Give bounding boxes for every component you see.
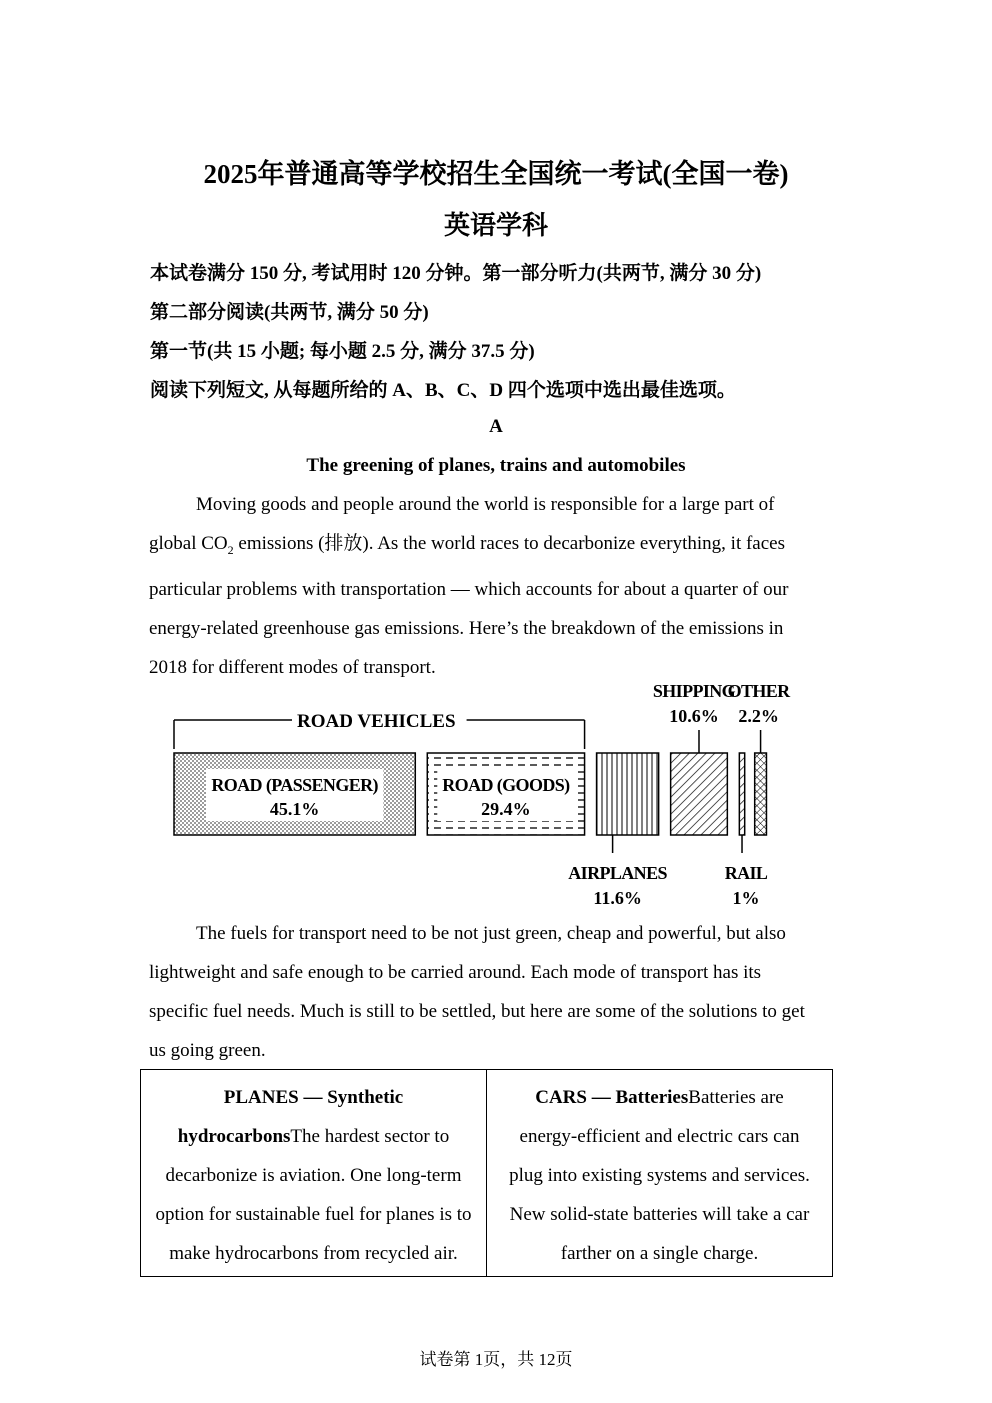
bar-value-label: 45.1% — [269, 799, 320, 819]
paragraph-2 — [149, 914, 849, 1070]
planes-line-1 — [141, 1078, 486, 1117]
other-value: 2.2% — [738, 706, 779, 726]
paragraph-2-line-3: specific fuel needs. Much is still to be settled, but here are some of the solutions to get — [149, 1001, 805, 1022]
rail-label: RAIL — [724, 863, 768, 883]
cars-line-5: farther on a single charge. — [560, 1243, 759, 1264]
planes-line-4: option for sustainable fuel for planes is to — [155, 1204, 472, 1225]
co2-text: global CO — [149, 533, 228, 554]
planes-heading: PLANES — Synthetic — [223, 1087, 404, 1108]
bar-category-label: ROAD (GOODS) — [442, 775, 570, 795]
paragraph-2-line-1: The fuels for transport need to be not just green, cheap and powerful, but also — [196, 923, 786, 944]
emissions-chart — [170, 678, 830, 910]
other-label: OTHER — [727, 681, 790, 701]
instruction-line-3: 第一节(共 15 小题; 每小题 2.5 分, 满分 37.5 分) — [150, 341, 535, 362]
paragraph-2-line-2: lightweight and safe enough to be carried around. Each mode of transport has its — [149, 962, 762, 983]
cars-line-4: New solid-state batteries will take a car — [509, 1204, 810, 1225]
planes-line-5: make hydrocarbons from recycled air. — [169, 1243, 458, 1264]
page-footer: 试卷第 1页，共 12页 — [419, 1350, 573, 1369]
cars-line-3: plug into existing systems and services. — [509, 1165, 810, 1186]
bar-value-label: 29.4% — [481, 799, 531, 819]
paragraph-1-line-1: Moving goods and people around the world is responsible for a large part of — [196, 494, 775, 515]
section-letter: A — [489, 416, 503, 437]
bar-airplanes — [597, 753, 659, 835]
solutions-table — [140, 1069, 833, 1277]
table-cell-cars — [486, 1070, 832, 1276]
paragraph-1 — [149, 485, 849, 687]
rail-value: 1% — [732, 888, 760, 908]
instruction-line-4: 阅读下列短文, 从每题所给的 A、B、C、D 四个选项中选出最佳选项。 — [150, 380, 736, 401]
cars-line-2: energy-efficient and electric cars can — [519, 1126, 800, 1147]
paragraph-1-line-3: particular problems with transportation — which accounts for about a quarter of our — [149, 578, 789, 600]
cars-heading: CARS — Batteries — [535, 1087, 689, 1108]
paragraph-1-line-2-rest: emissions (排放). As the world races to decarbonize everything, it faces — [233, 533, 786, 554]
table-cell-planes — [141, 1070, 486, 1276]
planes-line-2 — [141, 1117, 486, 1156]
subject-title: 英语学科 — [443, 211, 548, 240]
planes-heading-2: hydrocarbons — [177, 1126, 291, 1147]
paragraph-1-line-5: 2018 for different modes of transport. — [149, 656, 436, 678]
paragraph-1-line-4: energy-related greenhouse gas emissions. Here’s the breakdown of the emissions in — [149, 617, 784, 639]
passage-title: The greening of planes, trains and automobiles — [306, 455, 686, 476]
chart-layer — [174, 681, 791, 908]
shipping-label: SHIPPING — [652, 681, 736, 701]
planes-text-1: The hardest sector to — [290, 1126, 450, 1147]
cars-text-1: Batteries are — [688, 1087, 784, 1108]
instruction-line-1: 本试卷满分 150 分, 考试用时 120 分钟。第一部分听力(共两节, 满分 30 分) — [150, 263, 762, 284]
cars-line-1 — [487, 1078, 832, 1117]
bar-rail — [739, 753, 744, 835]
bar-shipping — [671, 753, 728, 835]
bar-category-label: ROAD (PASSENGER) — [211, 775, 378, 795]
shipping-value: 10.6% — [669, 706, 719, 726]
co2-subscript: 2 — [227, 542, 234, 557]
paragraph-1-line-2 — [149, 524, 849, 570]
bar-other — [755, 753, 767, 835]
airplanes-label: AIRPLANES — [568, 863, 667, 883]
instruction-line-2: 第二部分阅读(共两节, 满分 50 分) — [150, 302, 429, 323]
road-vehicles-label: ROAD VEHICLES — [297, 711, 456, 732]
airplanes-value: 11.6% — [593, 888, 642, 908]
planes-line-3: decarbonize is aviation. One long-term — [165, 1165, 462, 1186]
paragraph-2-line-4: us going green. — [149, 1040, 266, 1061]
exam-title: 2025年普通高等学校招生全国统一考试(全国一卷) — [203, 159, 789, 189]
